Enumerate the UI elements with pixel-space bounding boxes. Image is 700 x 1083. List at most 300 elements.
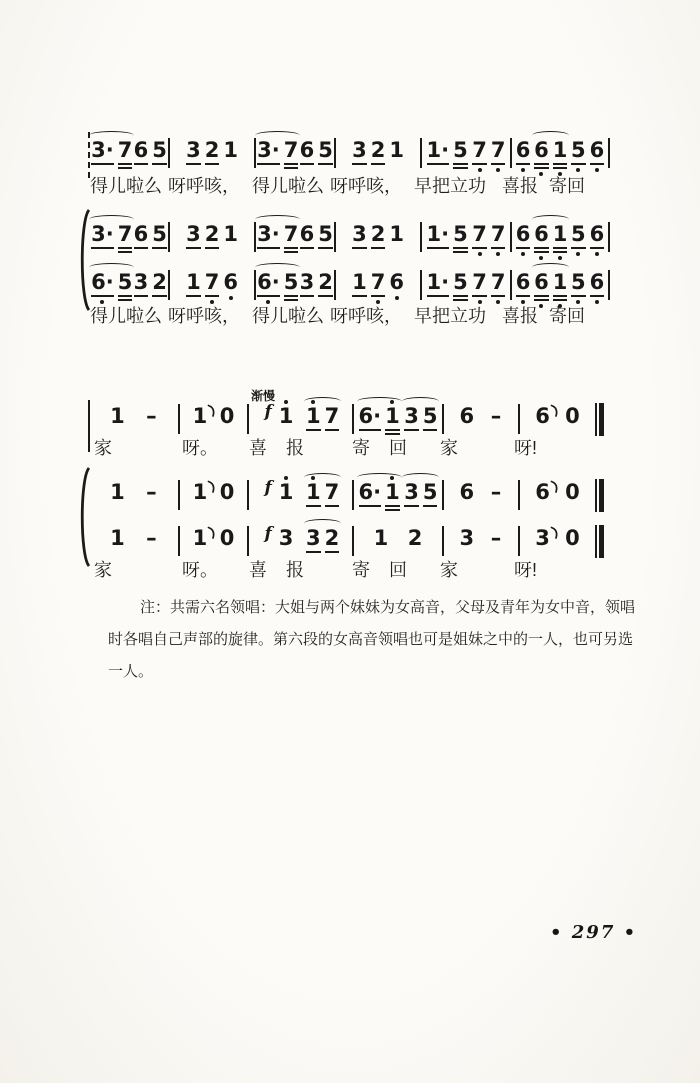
note-digit: f	[264, 524, 272, 544]
note-group	[262, 478, 294, 504]
note-digit: 7	[472, 270, 487, 294]
note-digit: 7	[117, 222, 133, 246]
beam-underline	[205, 163, 220, 165]
note-token	[118, 224, 133, 253]
lyric-cell: 早把立功	[414, 176, 486, 196]
beam-underline	[534, 163, 549, 165]
beam-underline	[134, 163, 149, 165]
beam-underline	[318, 163, 333, 165]
note-group	[571, 140, 604, 172]
low-octave-dot	[595, 168, 599, 172]
note-group	[535, 406, 550, 427]
note-group	[427, 140, 468, 169]
note-digit: 6·	[358, 480, 382, 504]
measure	[249, 389, 352, 440]
final-barline-thin	[595, 479, 597, 512]
note-group	[571, 224, 604, 256]
beam-underline	[118, 247, 133, 249]
music-line-2	[88, 212, 610, 258]
note-digit: 3	[186, 222, 201, 246]
note-group	[145, 482, 158, 503]
note-digit: 5	[422, 404, 438, 428]
note-group	[534, 224, 567, 260]
note-token	[284, 224, 299, 253]
note-digit: 1	[373, 526, 389, 550]
barline	[608, 138, 610, 168]
note-digit: 1	[192, 526, 208, 550]
lyric-cell: 寄 回	[352, 438, 408, 458]
note-digit: 1	[110, 404, 125, 428]
note-digit: 6	[133, 138, 149, 162]
note-digit: 7	[472, 222, 487, 246]
note-digit: –	[490, 404, 502, 428]
beam-underline	[284, 295, 299, 297]
note-digit: –	[146, 404, 157, 428]
note-digit: 6	[534, 138, 549, 162]
note-token	[389, 140, 404, 161]
measure	[422, 212, 510, 258]
low-octave-dot	[496, 252, 500, 256]
beam-underline	[534, 299, 549, 301]
high-octave-dot	[284, 476, 288, 480]
beam-underline	[318, 247, 333, 249]
note-digit: 2	[204, 222, 220, 246]
beam-underline	[453, 163, 468, 165]
measure	[180, 394, 247, 440]
lyric-cell: 喜 报	[249, 438, 305, 458]
note-digit: 1	[552, 138, 568, 162]
note-token	[491, 272, 506, 304]
note-digit: 1·	[426, 222, 450, 246]
beam-underline	[186, 295, 201, 297]
beam-underline	[325, 551, 340, 553]
beam-underline	[284, 167, 299, 169]
final-barline-thick	[599, 403, 604, 436]
low-octave-dot	[478, 252, 482, 256]
beam-underline	[134, 295, 149, 297]
beam-underline	[516, 247, 531, 249]
note-token	[91, 272, 114, 304]
measure	[170, 128, 254, 174]
note-digit: 1	[389, 222, 404, 246]
note-digit: 1	[389, 138, 404, 162]
note-group	[110, 482, 125, 503]
note-group	[565, 528, 580, 549]
note-digit: 3	[352, 138, 367, 162]
beam-underline	[571, 295, 586, 297]
lyric-cell: 得儿啦么	[252, 306, 324, 326]
note-digit: 2	[407, 526, 423, 550]
measure	[90, 128, 168, 174]
beam-underline	[571, 163, 586, 165]
note-group	[490, 482, 503, 503]
beam-underline	[186, 247, 201, 249]
beam-underline	[152, 163, 167, 165]
note-token	[145, 406, 158, 427]
note-token	[516, 224, 531, 256]
note-digit: 3·	[91, 222, 114, 246]
note-token	[571, 224, 586, 256]
note-group	[306, 482, 339, 507]
measure	[354, 394, 442, 440]
lyric-cell: 呀呼咳，	[330, 176, 402, 196]
note-group	[300, 272, 333, 297]
beam-underline	[404, 429, 419, 431]
note-digit: 7	[283, 138, 299, 162]
note-group	[220, 528, 235, 549]
beam-underline	[534, 251, 549, 253]
note-digit: 1	[223, 138, 238, 162]
note-token	[220, 528, 235, 549]
beam-underline	[371, 247, 386, 249]
beam-underline	[284, 251, 299, 253]
note-digit: 6	[133, 222, 149, 246]
beam-underline	[491, 163, 506, 165]
beam-underline	[427, 163, 450, 165]
note-digit: 1	[278, 404, 294, 428]
note-token	[535, 528, 550, 549]
note-group	[490, 406, 503, 427]
beam-underline	[359, 505, 382, 507]
beam-underline	[590, 247, 605, 249]
note-token	[152, 272, 167, 297]
note-token	[110, 406, 125, 427]
lyric-cell: 得儿啦么	[252, 176, 324, 196]
lyric-cell: 呀!	[514, 438, 538, 458]
note-token	[423, 482, 438, 507]
note-digit: 3·	[257, 138, 280, 162]
lyric-cell: 呀!	[514, 560, 538, 580]
dynamic-marking	[262, 478, 275, 503]
beam-underline	[306, 551, 321, 553]
note-digit: 5	[453, 138, 468, 162]
note-digit: –	[490, 480, 502, 504]
lyric-cell: 早把立功	[414, 306, 486, 326]
note-token	[325, 482, 340, 507]
note-group	[534, 272, 567, 308]
note-token	[534, 272, 549, 308]
note-token	[371, 224, 386, 249]
beam-underline	[553, 247, 568, 249]
note-token	[279, 482, 294, 503]
note-group	[359, 406, 400, 435]
lyric-cell: 得儿啦么	[90, 176, 162, 196]
note-group	[134, 140, 167, 165]
note-digit: 6·	[257, 270, 280, 294]
note-digit: 3	[352, 222, 367, 246]
note-token	[186, 224, 201, 249]
note-token	[535, 406, 550, 427]
note-digit: –	[490, 526, 502, 550]
beam-underline	[534, 247, 549, 249]
note-digit: 5	[152, 222, 167, 246]
note-token	[205, 140, 220, 165]
beam-underline	[257, 163, 280, 165]
lyric-cell: 得儿啦么	[90, 306, 162, 326]
note-digit: 0	[219, 526, 235, 550]
note-token	[423, 406, 438, 431]
beam-underline	[453, 295, 468, 297]
note-group	[359, 482, 400, 511]
measure	[256, 260, 334, 306]
lyrics-line-6	[88, 558, 583, 582]
note-digit: 5	[571, 222, 586, 246]
note-token	[110, 528, 125, 549]
lyric-cell: 呀呼咳，	[168, 176, 240, 196]
note-digit: 6	[459, 404, 475, 428]
note-token	[318, 140, 333, 165]
note-group	[535, 482, 550, 503]
note-group	[352, 140, 404, 165]
beam-underline	[553, 167, 568, 169]
note-group	[352, 272, 404, 304]
measure	[336, 212, 420, 258]
beam-underline	[325, 429, 340, 431]
note-group	[427, 272, 468, 301]
beam-underline	[385, 433, 400, 435]
note-group	[404, 406, 437, 431]
note-group	[145, 406, 158, 427]
slide-mark-icon	[550, 526, 560, 544]
music-line-6	[88, 516, 604, 562]
beam-underline	[91, 163, 114, 165]
high-octave-dot	[284, 400, 288, 404]
high-octave-dot	[311, 476, 315, 480]
note-token	[193, 406, 208, 427]
beam-underline	[553, 251, 568, 253]
measure	[512, 260, 608, 306]
beam-underline	[453, 299, 468, 301]
note-token	[359, 482, 382, 507]
note-digit: 2	[370, 138, 386, 162]
note-digit: 2	[370, 222, 386, 246]
note-digit: 7	[490, 138, 506, 162]
beam-underline	[453, 247, 468, 249]
measure	[90, 394, 178, 440]
note-digit: –	[146, 480, 157, 504]
measure	[512, 128, 608, 174]
beam-underline	[152, 295, 167, 297]
note-token	[300, 140, 315, 165]
footnote-line-2: 时各唱自己声部的旋律。第六段的女高音领唱也可是姐妹之中的一人，也可另选	[108, 631, 634, 648]
note-token	[223, 272, 238, 300]
note-group	[516, 224, 531, 256]
note-digit: 1	[385, 480, 400, 504]
note-token	[110, 482, 125, 503]
measure	[170, 212, 254, 258]
beam-underline	[284, 299, 299, 301]
low-octave-dot	[521, 168, 525, 172]
note-group	[374, 528, 389, 549]
note-token	[325, 528, 340, 553]
lyric-cell: 家	[94, 438, 112, 458]
note-token	[571, 272, 586, 304]
note-digit: 0	[565, 526, 580, 550]
measure	[90, 260, 168, 306]
beam-underline	[371, 295, 386, 297]
note-digit: 6	[589, 222, 605, 246]
beam-underline	[590, 295, 605, 297]
note-token	[352, 272, 367, 297]
note-digit: 5	[283, 270, 299, 294]
lyrics-line-3	[88, 304, 596, 328]
note-digit: 1	[192, 480, 208, 504]
note-token	[134, 140, 149, 165]
note-group	[516, 140, 531, 172]
note-digit: 5	[152, 138, 167, 162]
beam-underline	[300, 247, 315, 249]
note-token	[453, 272, 468, 301]
note-token	[565, 406, 580, 427]
note-digit: 6	[535, 480, 550, 504]
note-token	[193, 482, 208, 503]
note-group	[404, 482, 437, 507]
note-group	[134, 224, 167, 249]
note-token	[385, 406, 400, 435]
beam-underline	[205, 247, 220, 249]
lyric-cell: 喜报 寄回	[502, 176, 586, 196]
note-group	[193, 528, 208, 549]
lyric-cell: 喜 报	[249, 560, 305, 580]
page-number: • 297 •	[550, 922, 638, 943]
measure	[512, 212, 608, 258]
measure	[444, 516, 518, 562]
note-group	[516, 272, 531, 304]
measure	[520, 470, 595, 516]
tempo-marking: 渐慢	[251, 389, 276, 403]
low-octave-dot	[521, 252, 525, 256]
note-digit: 1	[278, 480, 294, 504]
final-barline-thin	[595, 525, 597, 558]
note-digit: 3	[133, 270, 149, 294]
note-token	[490, 482, 503, 503]
note-token	[553, 140, 568, 176]
note-token	[318, 224, 333, 249]
note-digit: 2	[204, 138, 220, 162]
note-token	[404, 406, 419, 431]
beam-underline	[284, 163, 299, 165]
note-token	[306, 482, 321, 507]
note-token	[371, 140, 386, 165]
slide-mark-icon	[207, 526, 217, 544]
note-digit: 6	[389, 270, 404, 294]
note-digit: 5	[422, 480, 438, 504]
beam-underline	[205, 295, 220, 297]
beam-underline	[186, 163, 201, 165]
note-digit: 3	[404, 480, 419, 504]
note-token	[205, 272, 220, 304]
lyric-cell: 家	[440, 438, 458, 458]
note-token	[220, 406, 235, 427]
note-digit: 1	[110, 526, 125, 550]
high-octave-dot	[390, 476, 394, 480]
note-group	[193, 406, 208, 427]
final-barline-thick	[599, 525, 604, 558]
beam-underline	[491, 295, 506, 297]
note-token	[223, 224, 238, 245]
note-digit: 7	[490, 222, 506, 246]
note-digit: 0	[219, 480, 235, 504]
note-group	[110, 528, 125, 549]
measure	[90, 212, 168, 258]
note-token	[145, 482, 158, 503]
note-token	[516, 140, 531, 172]
beam-underline	[534, 167, 549, 169]
beam-underline	[118, 251, 133, 253]
dynamic-marking	[262, 524, 275, 549]
note-token	[427, 140, 450, 165]
note-token	[491, 224, 506, 256]
note-group	[427, 224, 468, 253]
note-digit: 1	[306, 480, 321, 504]
note-digit: 5	[453, 222, 468, 246]
note-digit: 3	[186, 138, 201, 162]
measure	[249, 516, 352, 562]
note-digit: 7	[117, 138, 133, 162]
measure	[422, 128, 510, 174]
note-digit: 6	[299, 138, 315, 162]
note-token	[257, 224, 280, 249]
note-digit: –	[146, 526, 157, 550]
note-digit: 3	[404, 404, 419, 428]
beam-underline	[118, 295, 133, 297]
note-token	[371, 272, 386, 304]
note-digit: 6	[515, 222, 531, 246]
note-token	[205, 224, 220, 249]
note-token	[565, 482, 580, 503]
note-digit: 5	[453, 270, 468, 294]
beam-underline	[257, 295, 280, 297]
beam-underline	[427, 247, 450, 249]
high-octave-dot	[311, 400, 315, 404]
note-group	[91, 140, 132, 169]
note-digit: 1	[552, 222, 568, 246]
note-group	[565, 406, 580, 427]
note-token	[490, 406, 503, 427]
beam-underline	[553, 295, 568, 297]
lyric-cell: 呀。	[182, 438, 218, 458]
note-group	[472, 272, 505, 304]
note-digit: 1·	[426, 138, 450, 162]
note-digit: 6·	[91, 270, 114, 294]
beam-underline	[472, 163, 487, 165]
measure	[520, 394, 595, 440]
note-digit: 3	[299, 270, 315, 294]
note-group	[193, 482, 208, 503]
note-token	[325, 406, 340, 431]
beam-underline	[300, 163, 315, 165]
measure	[336, 128, 420, 174]
note-digit: 0	[565, 480, 580, 504]
note-group	[300, 224, 333, 249]
note-token	[535, 482, 550, 503]
measure	[444, 470, 518, 516]
music-line-3	[88, 260, 610, 306]
lyric-cell: 呀呼咳，	[330, 306, 402, 326]
lyric-cell: 家	[94, 560, 112, 580]
footnote-line-1: 注：共需六名领唱：大姐与两个妹妹为女高音，父母及青年为女中音，领唱	[140, 599, 636, 616]
note-group	[352, 224, 404, 249]
note-token	[186, 140, 201, 165]
note-token	[257, 272, 280, 304]
note-token	[359, 406, 382, 431]
note-group	[300, 140, 333, 165]
beam-underline	[318, 295, 333, 297]
beam-underline	[553, 299, 568, 301]
measure	[249, 470, 352, 516]
lyrics-line-1	[88, 174, 596, 198]
beam-underline	[352, 295, 367, 297]
